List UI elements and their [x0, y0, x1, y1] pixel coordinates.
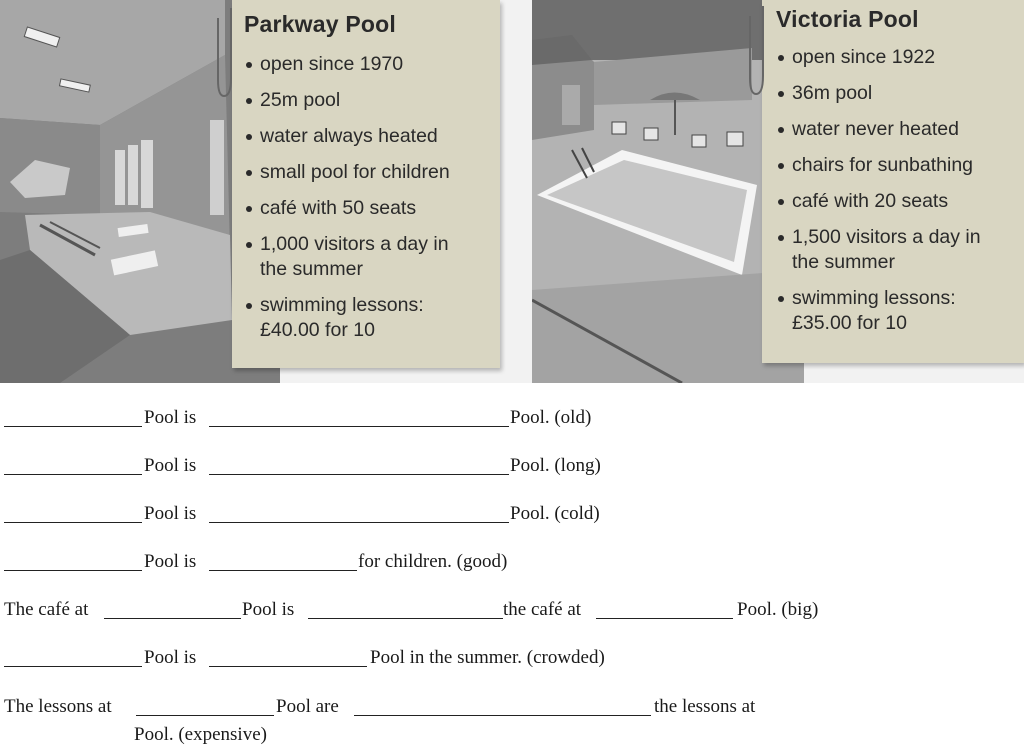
row-text: Pool. (expensive)	[134, 724, 267, 745]
row-text: Pool is	[144, 407, 197, 428]
fact-lessons-line1: swimming lessons:	[260, 294, 424, 316]
row-text: Pool is	[144, 455, 197, 476]
row-text: Pool is	[144, 647, 197, 668]
fact-cafe: café with 50 seats	[244, 196, 450, 221]
answer-blank[interactable]	[4, 474, 142, 475]
answer-blank[interactable]	[354, 715, 651, 716]
row-text: Pool. (long)	[510, 455, 601, 476]
row-text: Pool are	[276, 696, 339, 717]
fact-heating: water always heated	[244, 124, 450, 149]
answer-blank[interactable]	[4, 522, 142, 523]
answer-blank[interactable]	[209, 570, 357, 571]
fact-lessons-line2: £40.00 for 10	[260, 319, 375, 341]
fact-heating: water never heated	[776, 117, 981, 142]
row-text: the lessons at	[654, 696, 756, 717]
answer-blank[interactable]	[4, 570, 142, 571]
fact-lessons-line1: swimming lessons:	[792, 287, 956, 309]
victoria-title: Victoria Pool	[776, 6, 919, 32]
parkway-title: Parkway Pool	[244, 11, 396, 37]
row-text: Pool is	[144, 551, 197, 572]
answer-blank[interactable]	[308, 618, 503, 619]
answer-blank[interactable]	[209, 666, 367, 667]
fact-visitors	[776, 225, 981, 275]
paper-clip-icon	[216, 8, 246, 103]
fact-length: 25m pool	[244, 88, 450, 113]
fact-visitors-line2: the summer	[792, 251, 895, 273]
fact-visitors-line2: the summer	[260, 258, 363, 280]
fact-lessons	[776, 286, 981, 336]
answer-blank[interactable]	[4, 666, 142, 667]
victoria-facts	[776, 45, 981, 347]
row-text: the café at	[503, 599, 582, 620]
row-text: for children. (good)	[358, 551, 508, 572]
answer-blank[interactable]	[209, 426, 509, 427]
fact-length: 36m pool	[776, 81, 981, 106]
fact-lessons	[244, 293, 450, 343]
fact-cafe: café with 20 seats	[776, 189, 981, 214]
answer-blank[interactable]	[4, 426, 142, 427]
fact-extra: small pool for children	[244, 160, 450, 185]
answer-blank[interactable]	[209, 474, 509, 475]
fact-opening: open since 1922	[776, 45, 981, 70]
answer-blank[interactable]	[136, 715, 274, 716]
fact-opening: open since 1970	[244, 52, 450, 77]
answer-blank[interactable]	[209, 522, 509, 523]
row-text: The café at	[4, 599, 89, 620]
fact-visitors-line1: 1,500 visitors a day in	[792, 226, 981, 248]
row-text: Pool. (cold)	[510, 503, 600, 524]
fact-visitors-line1: 1,000 visitors a day in	[260, 233, 449, 255]
parkway-info-note	[232, 0, 500, 368]
victoria-info-note	[762, 0, 1024, 363]
row-text: Pool. (old)	[510, 407, 592, 428]
row-text: Pool. (big)	[737, 599, 819, 620]
row-text: Pool is	[144, 503, 197, 524]
row-text: Pool is	[242, 599, 295, 620]
parkway-facts	[244, 52, 450, 354]
fact-extra: chairs for sunbathing	[776, 153, 981, 178]
fact-visitors	[244, 232, 450, 282]
answer-blank[interactable]	[104, 618, 241, 619]
row-text: The lessons at	[4, 696, 112, 717]
answer-blank[interactable]	[596, 618, 733, 619]
row-text: Pool in the summer. (crowded)	[370, 647, 605, 668]
paper-clip-icon	[748, 6, 778, 101]
fact-lessons-line2: £35.00 for 10	[792, 312, 907, 334]
